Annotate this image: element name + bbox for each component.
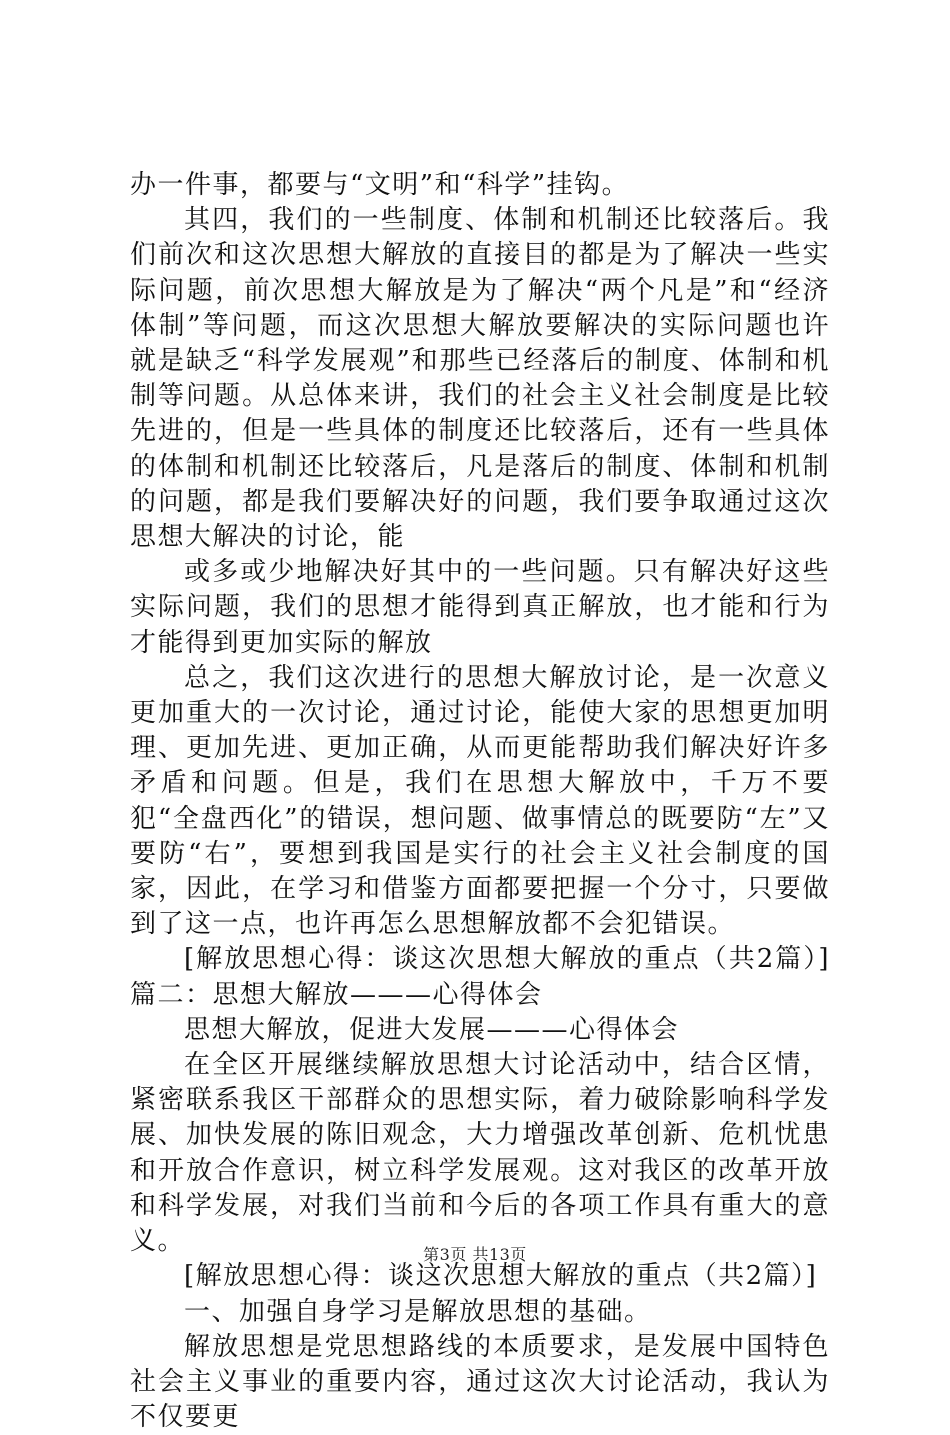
paragraph-conclusion: 总之，我们这次进行的思想大解放讨论，是一次意义更加重大的一次讨论，通过讨论，能使大家的思想更加明理、更加先进、更加正确，从而更能帮助我们解决好许多矛盾和问题。但是，我们在思想大解放中，千万不要犯“全盘西化”的错误，想问题、做事情总的既要防“左”又要防“右”，要想到我国是实行的社会主义社会制度的国家，因此，在学习和借鉴方面都要把握一个分寸，只要做到了这一点，也许再怎么思想解放都不会犯错误。	[130, 662, 830, 940]
paragraph-point-four: 其四，我们的一些制度、体制和机制还比较落后。我们前次和这次思想大解放的直接目的都是为了解决一些实际问题，前次思想大解放是为了解决“两个凡是”和“经济体制”等问题，而这次思想大解放要解决的实际问题也许就是缺乏“科学发展观”和那些已经落后的制度、体制和机制等问题。从总体来讲，我们的社会主义社会制度是比较先进的，但是一些具体的制度还比较落后，还有一些具体的体制和机制还比较落后，凡是落后的制度、体制和机制的问题，都是我们要解决好的问题，我们要争取通过这次思想大解决的讨论，能	[130, 205, 830, 553]
paragraph-continuation: 办一件事，都要与“文明”和“科学”挂钩。	[130, 170, 630, 200]
paragraph-section-title: [解放思想心得：谈这次思想大解放的重点（共2篇）]篇二：思想大解放———心得体会	[130, 944, 830, 1010]
paragraph-subtitle: 思想大解放，促进大发展———心得体会	[184, 1014, 680, 1045]
paragraph-district-activity: 在全区开展继续解放思想大讨论活动中，结合区情，紧密联系我区干部群众的思想实际，着力破除影响科学发展、加快发展的陈旧观念，大力增强改革创新、危机忧患和开放合作意识，树立科学发展观。这对我区的改革开放和科学发展，对我们当前和今后的各项工作具有重大的意义。	[130, 1050, 830, 1257]
page-number-footer: 第3页 共13页	[423, 1245, 527, 1264]
paragraph-resolve-problems: 或多或少地解决好其中的一些问题。只有解决好这些实际问题，我们的思想才能得到真正解放，也才能和行为才能得到更加实际的解放	[130, 557, 830, 658]
paragraph-heading-one: 一、加强自身学习是解放思想的基础。	[184, 1296, 652, 1327]
paragraph-emancipate-mind: 解放思想是党思想路线的本质要求，是发展中国特色社会主义事业的重要内容，通过这次大讨论活动，我认为不仅要更	[130, 1331, 830, 1433]
paragraph-bracket-title: [解放思想心得：谈这次思想大解放的重点（共2篇）]	[184, 1261, 818, 1292]
